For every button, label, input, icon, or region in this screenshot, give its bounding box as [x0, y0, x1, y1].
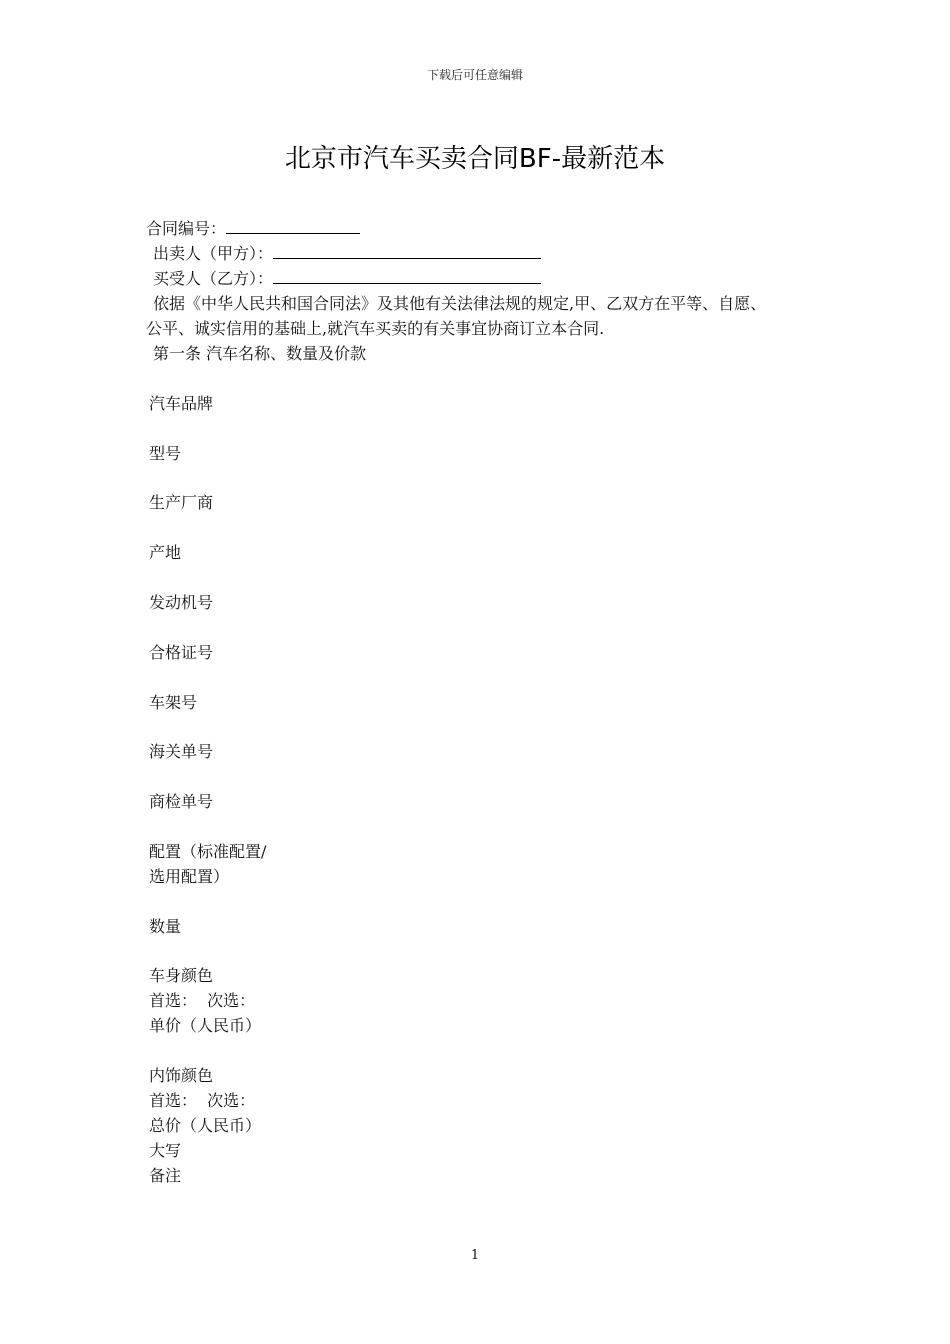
seller-row: [153, 241, 541, 266]
page-header: 下载后可任意编辑: [426, 68, 523, 82]
field-frame-number: 车架号: [149, 693, 198, 712]
field-remarks: 备注: [149, 1166, 182, 1185]
field-unit-price: 单价（人民币）: [149, 1016, 262, 1035]
field-inspection-number: 商检单号: [149, 792, 214, 811]
page-number: 1: [470, 1248, 480, 1263]
seller-label: 出卖人（甲方）：: [153, 244, 274, 263]
field-interior-color-choice: 首选： 次选：: [149, 1091, 256, 1110]
field-certificate-number: 合格证号: [149, 643, 214, 662]
field-quantity: 数量: [149, 917, 182, 936]
field-brand: 汽车品牌: [149, 394, 214, 413]
intro-line-1: 依据《中华人民共和国合同法》及其他有关法律法规的规定,甲、乙双方在平等、自愿、: [153, 294, 767, 313]
field-manufacturer: 生产厂商: [149, 493, 214, 512]
article-1-heading: 第一条 汽车名称、数量及价款: [153, 344, 367, 363]
field-amount-in-words: 大写: [149, 1141, 182, 1160]
field-configuration-line-2: 选用配置）: [149, 867, 230, 886]
seller-blank[interactable]: [273, 244, 541, 259]
field-origin: 产地: [149, 543, 182, 562]
field-configuration-line-1: 配置（标准配置/: [149, 842, 267, 861]
field-model: 型号: [149, 444, 182, 463]
buyer-label: 买受人（乙方）：: [153, 269, 274, 288]
contract-number-blank[interactable]: [226, 219, 360, 234]
field-total-price: 总价（人民币）: [149, 1116, 262, 1135]
field-customs-number: 海关单号: [149, 742, 214, 761]
document-title: 北京市汽车买卖合同BF-最新范本: [284, 144, 666, 174]
buyer-row: [153, 266, 541, 291]
contract-number-label: 合同编号：: [146, 219, 227, 238]
contract-number-row: [146, 216, 360, 241]
field-engine-number: 发动机号: [149, 593, 214, 612]
buyer-blank[interactable]: [273, 269, 541, 284]
field-body-color: 车身颜色: [149, 966, 214, 985]
intro-line-2: 公平、诚实信用的基础上,就汽车买卖的有关事宜协商订立本合同.: [146, 319, 605, 338]
field-body-color-choice: 首选： 次选：: [149, 991, 256, 1010]
field-interior-color: 内饰颜色: [149, 1066, 214, 1085]
